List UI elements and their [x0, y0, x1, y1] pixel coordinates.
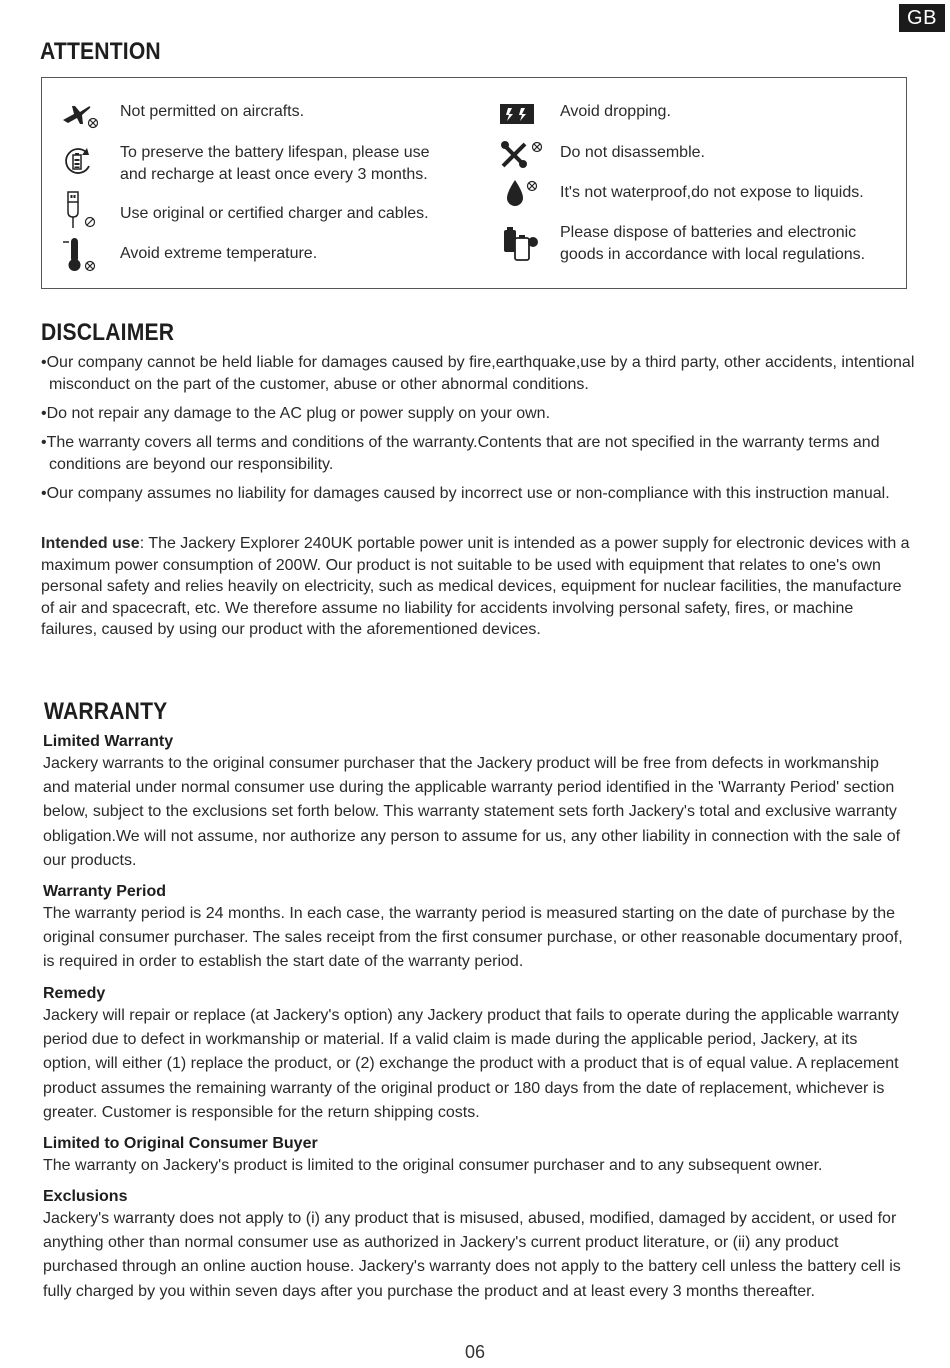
language-tab: GB: [899, 4, 945, 32]
no-disassemble-icon: [499, 140, 545, 172]
attention-text: Do not disassemble.: [560, 144, 705, 161]
disclaimer-title: DISCLAIMER: [41, 319, 175, 346]
warranty-paragraph: The warranty on Jackery's product is limited to the original consumer purchaser and to any subsequent owner.: [43, 1157, 823, 1174]
usb-charger-icon: [62, 190, 100, 230]
disclaimer-bullet: •Do not repair any damage to the AC plug or power supply on your own.: [41, 405, 551, 422]
attention-text: To preserve the battery lifespan, please use and recharge at least once every 3 months.: [120, 144, 430, 183]
warranty-title: WARRANTY: [44, 698, 168, 725]
warranty-subheading: Remedy: [43, 985, 106, 1002]
intended-use-paragraph: [41, 533, 913, 641]
attention-text: Avoid extreme temperature.: [120, 245, 318, 262]
warranty-paragraph: Jackery warrants to the original consumer purchaser that the Jackery product will be free from defects in workmanship and material under normal consumer use during the applicable warranty period identified in the 'Warranty Period' section below, subject to the exclusions set forth below. This warranty statement sets forth Jackery's total and exclusive warranty obligation.We will not assume, nor authorize any person to assume for us, any other liability in connection with the sale of our products.: [43, 755, 901, 869]
attention-text: Use original or certified charger and cables.: [120, 205, 429, 222]
battery-recharge-icon: [62, 146, 96, 178]
page-number: 06: [464, 1342, 486, 1362]
disclaimer-bullet: •The warranty covers all terms and conditions of the warranty.Contents that are not specified in the warranty terms and conditions are beyond our responsibility.: [41, 434, 880, 473]
warranty-paragraph: The warranty period is 24 months. In each case, the warranty period is measured starting on the date of purchase by the original consumer purchaser. The sales receipt from the first consumer purchase, or other reasonable documentary proof, is required in order to establish the start date of the warranty period.: [43, 905, 903, 971]
thermometer-icon: [62, 236, 100, 274]
disclaimer-bullet: •Our company cannot be held liable for damages caused by fire,earthquake,use by a third party, other accidents, intentional misconduct on the part of the customer, abuse or other abnormal conditions.: [41, 354, 915, 393]
warranty-subheading: Exclusions: [43, 1188, 128, 1205]
disclaimer-bullet: •Our company assumes no liability for damages caused by incorrect use or non-compliance with this instruction manual.: [41, 485, 890, 502]
warranty-paragraph: Jackery will repair or replace (at Jackery's option) any Jackery product that fails to operate during the applicable warranty period due to defect in workmanship or material. If a valid claim is made during the applicable period, Jackery, at its option, will either (1) replace the product, or (2) exchange the product with a product that is of equal value. A replacement product assumes the remaining warranty of the original product or 180 days from the date of replacement, whichever is greater. Customer is responsible for the return shipping costs.: [43, 1007, 899, 1121]
drop-warning-icon: [499, 103, 535, 125]
warranty-subheading: Limited to Original Consumer Buyer: [43, 1135, 318, 1152]
intended-use-label: Intended use: [41, 535, 140, 552]
no-aircraft-icon: [60, 98, 102, 130]
intended-use-text: : The Jackery Explorer 240UK portable power unit is intended as a power supply for electronic devices with a maximum power consumption of 200W. Our product is not suitable to be used with equipment that relates to one's own personal safety and relies heavily on electricity, such as medical devices, equipment for nuclear facilities, the manufacture of air and spacecraft, etc. We therefore assume no liability for accidents involving personal safety, fires, or machine failures, caused by using our product with the aforementioned devices.: [41, 535, 910, 638]
battery-disposal-icon: [501, 224, 541, 264]
attention-text: Avoid dropping.: [560, 103, 671, 120]
attention-text: It's not waterproof,do not expose to liquids.: [560, 184, 864, 201]
warranty-paragraph: Jackery's warranty does not apply to (i) any product that is misused, abused, modified, damaged by accident, or used for anything other than normal consumer use as authorized in Jackery's current product literature, or (ii) any product purchased through an online auction house. Jackery's warranty does not apply to the battery cell unless the battery cell is fully charged by you within seven days after you purchase the product and at least every 3 months thereafter.: [43, 1210, 901, 1300]
warranty-subheading: Warranty Period: [43, 883, 166, 900]
warranty-subheading: Limited Warranty: [43, 733, 174, 750]
water-drop-icon: [503, 178, 543, 210]
attention-text: Please dispose of batteries and electronic goods in accordance with local regulations.: [560, 224, 866, 263]
attention-title: ATTENTION: [40, 38, 161, 65]
attention-text: Not permitted on aircrafts.: [120, 103, 305, 120]
